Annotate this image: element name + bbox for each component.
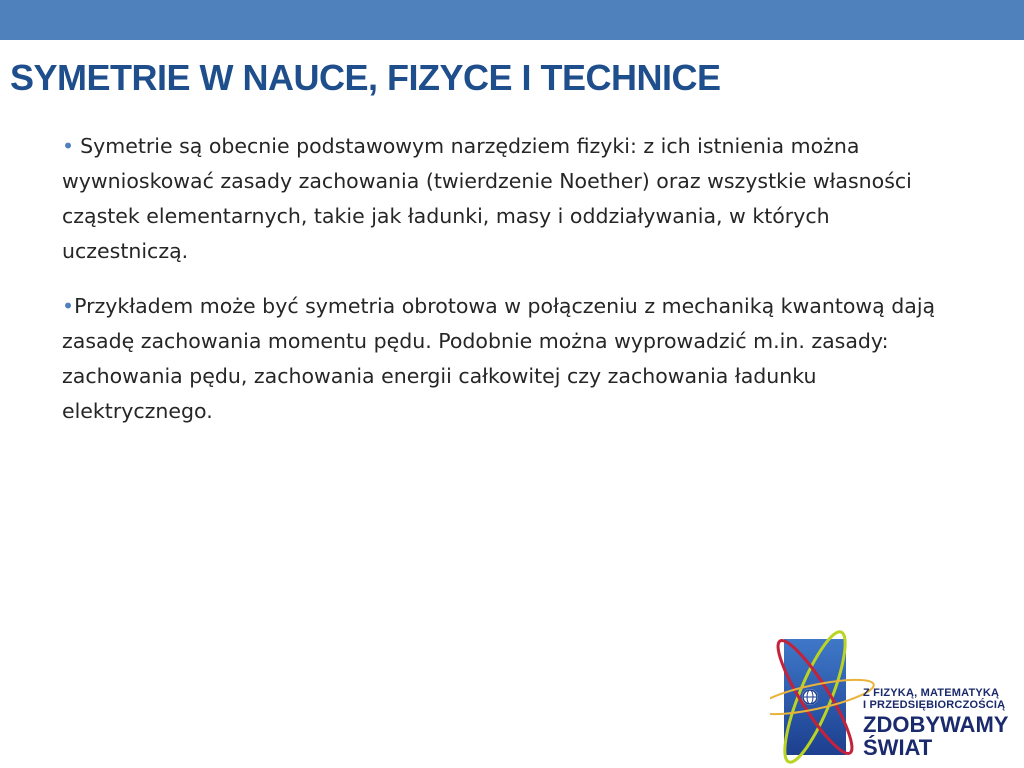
top-accent-bar [0,0,1024,40]
project-logo [770,625,1024,768]
bullet-text: Przykładem może być symetria obrotowa w połączeniu z mechaniką kwantową dają zasadę zachowania momentu pędu. Podobnie można wyprowadzić m.in. zasady: zachowania pędu, zachowania energii całkowitej czy zachowania ładunku elektrycznego. [62,294,936,423]
logo-brand-line1: ZDOBYWAMY [863,712,1009,737]
slide-content [62,129,962,449]
bullet-item [62,289,962,429]
logo-tagline-line1: Z FIZYKĄ, MATEMATYKĄ [863,687,1000,699]
bullet-marker: • [62,134,75,158]
logo-tagline-line2: I PRZEDSIĘBIORCZOŚCIĄ [863,699,1006,711]
bullet-text: Symetrie są obecnie podstawowym narzędziem fizyki: z ich istnienia można wywnioskować zasady zachowania (twierdzenie Noether) oraz wszystkie własności cząstek elementarnych, takie jak ładunki, masy i oddziaływania, w których uczestniczą. [62,134,912,263]
slide-title: SYMETRIE W NAUCE, FIZYCE I TECHNICE [10,57,721,98]
logo-brand-line2: ŚWIAT [863,735,933,760]
bullet-item [62,129,962,269]
bullet-marker: • [62,294,75,318]
